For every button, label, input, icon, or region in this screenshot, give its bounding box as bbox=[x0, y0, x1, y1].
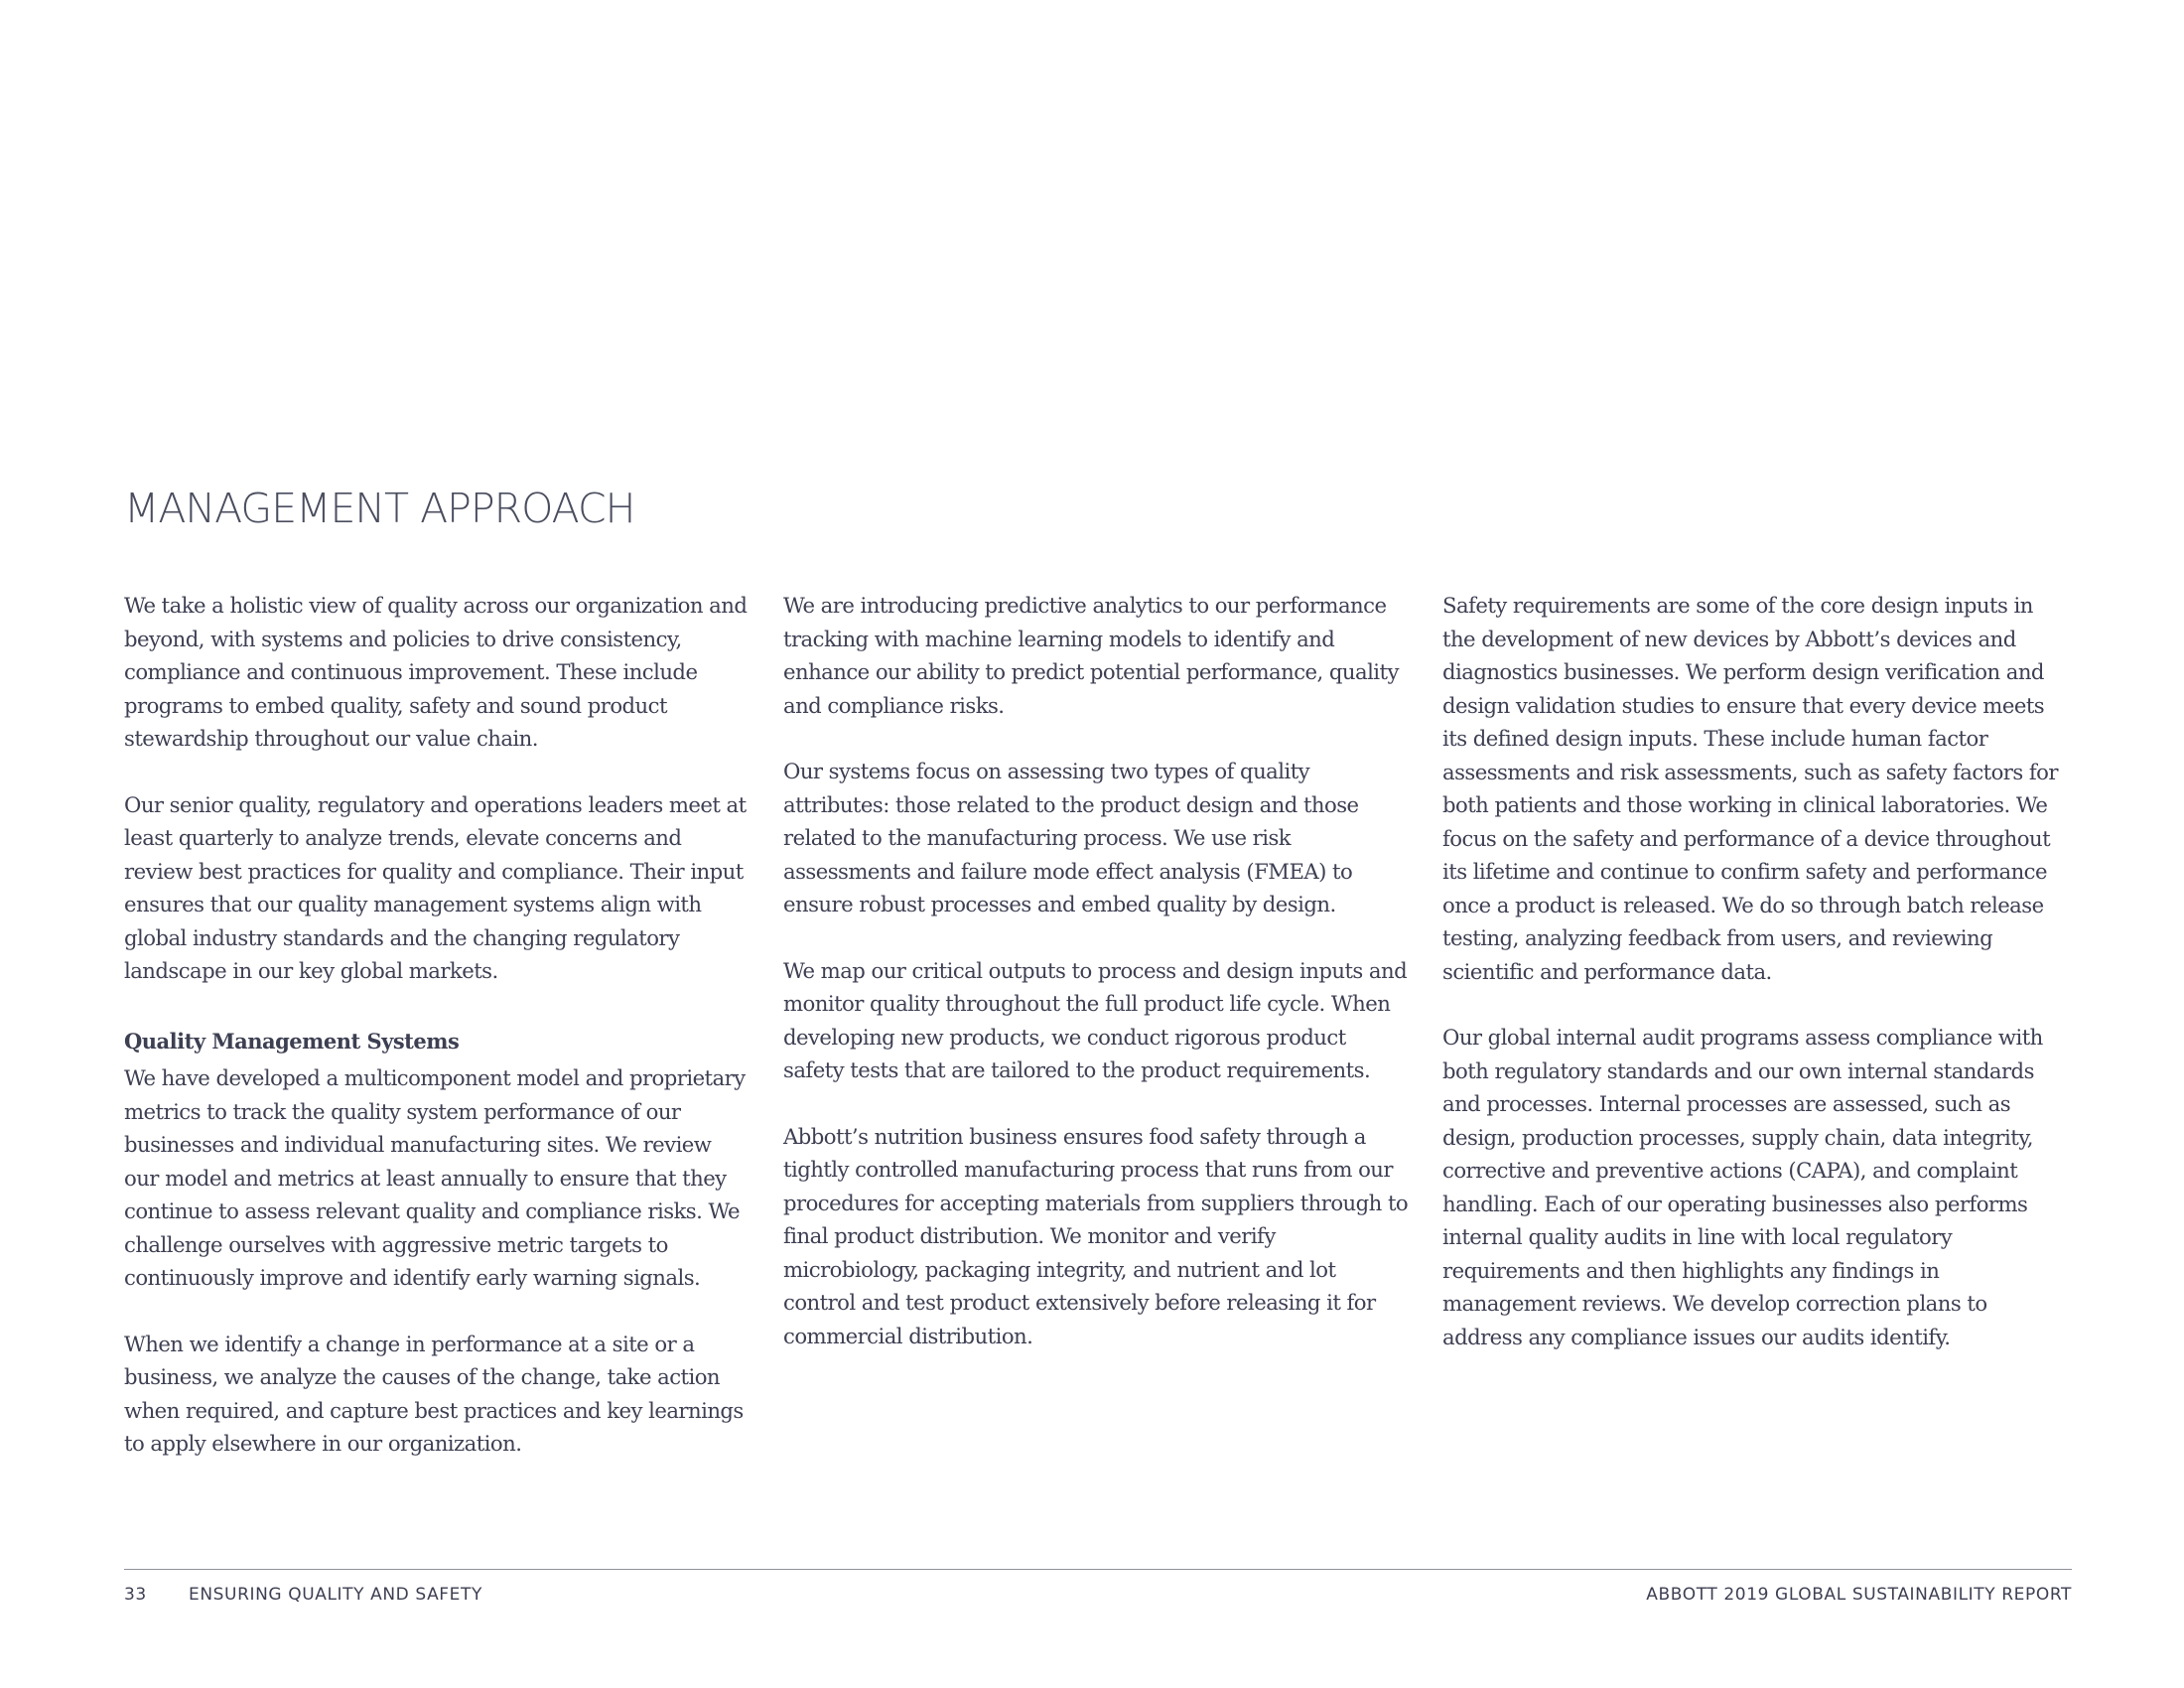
text-column-3 bbox=[1442, 589, 2068, 1386]
body-paragraph: We are introducing predictive analytics to our performance tracking with machine learning models to identify and enhance our ability to predict potential performance, quality and compliance risks. bbox=[783, 593, 1399, 718]
footer-section-title: ENSURING QUALITY AND SAFETY bbox=[189, 1585, 482, 1605]
section-subheading: Quality Management Systems bbox=[124, 1028, 460, 1054]
body-paragraph: We have developed a multicomponent model and proprietary metrics to track the quality system performance of our businesses and individual manufacturing sites. We review our model and metrics at least annually to ensure that they continue to assess relevant quality and compliance risks. We challenge ourselves with aggressive metric targets to continuously improve and identify early warning signals. bbox=[124, 1065, 746, 1290]
body-paragraph: Our senior quality, regulatory and operations leaders meet at least quarterly to analyze trends, elevate concerns and review best practices for quality and compliance. Their input ensures that our quality management systems align with global industry standards and the changing regulatory landscape in our key global markets. bbox=[124, 791, 747, 983]
body-paragraph: We take a holistic view of quality across our organization and beyond, with systems and policies to drive consistency, compliance and continuous improvement. These include programs to embed quality, safety and sound product stewardship throughout our value chain. bbox=[124, 593, 748, 751]
page-number: 33 bbox=[124, 1585, 147, 1605]
body-paragraph: We map our critical outputs to process and design inputs and monitor quality throughout the full product life cycle. When developing new products, we conduct rigorous product safety tests that are tailored to the product requirements. bbox=[783, 957, 1408, 1082]
body-paragraph: Safety requirements are some of the core design inputs in the development of new devices by Abbott’s devices and diagnostics businesses. We perform design verification and design validation studies to ensure that every device meets its defined design inputs. These include human factor assessments and risk assessments, such as safety factors for both patients and those working in clinical laboratories. We focus on the safety and performance of a device throughout its lifetime and continue to confirm safety and performance once a product is released. We do so through batch release testing, analyzing feedback from users, and reviewing scientific and performance data. bbox=[1442, 593, 2058, 984]
page-heading: MANAGEMENT APPROACH bbox=[124, 485, 635, 532]
footer-report-title: ABBOTT 2019 GLOBAL SUSTAINABILITY REPORT bbox=[1646, 1585, 2072, 1605]
text-column-2 bbox=[783, 589, 1409, 1385]
body-paragraph: Our global internal audit programs assess compliance with both regulatory standards and our own internal standards and processes. Internal processes are assessed, such as design, production processes, supply chain, data integrity, corrective and preventive actions (CAPA), and complaint handling. Each of our operating businesses also performs internal quality audits in line with local regulatory requirements and then highlights any findings in management reviews. We develop correction plans to address any compliance issues our audits identify. bbox=[1442, 1025, 2043, 1349]
text-column-1 bbox=[124, 589, 750, 1493]
body-paragraph: Abbott’s nutrition business ensures food safety through a tightly controlled manufacturing process that runs from our procedures for accepting materials from suppliers through to final product distribution. We monitor and verify microbiology, packaging integrity, and nutrient and lot control and test product extensively before releasing it for commercial distribution. bbox=[783, 1123, 1409, 1348]
body-paragraph: When we identify a change in performance at a site or a business, we analyze the causes of the change, take action when required, and capture best practices and key learnings to apply elsewhere in our organization. bbox=[124, 1331, 744, 1456]
footer-divider bbox=[124, 1569, 2072, 1570]
body-paragraph: Our systems focus on assessing two types of quality attributes: those related to the product design and those related to the manufacturing process. We use risk assessments and failure mode effect analysis (FMEA) to ensure robust processes and embed quality by design. bbox=[783, 759, 1359, 916]
